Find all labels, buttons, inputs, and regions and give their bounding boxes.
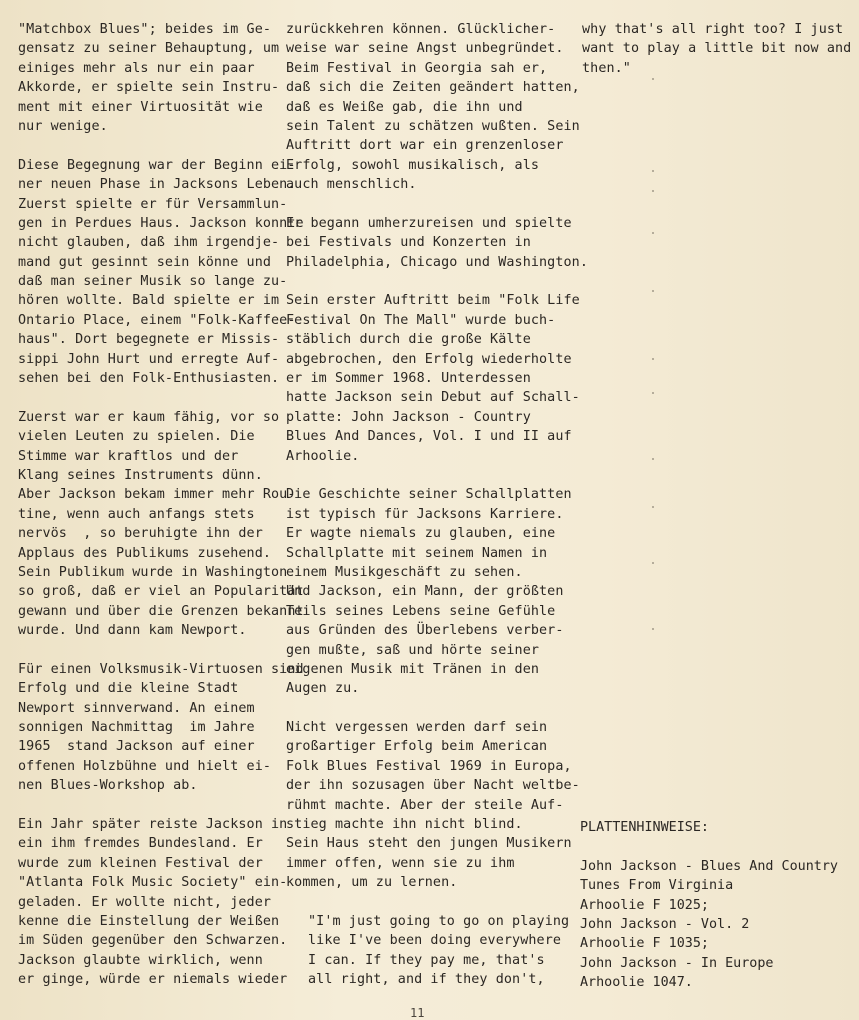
text-line: nervös , so beruhigte ihn der <box>18 526 263 542</box>
text-line: Beim Festival in Georgia sah er, <box>286 60 548 76</box>
text-line: auch menschlich. <box>286 177 417 193</box>
text-line: why that's all right too? I just <box>582 22 844 37</box>
text-line: zurückkehren können. Glücklicher- <box>286 22 556 37</box>
text-line: haus". Dort begegnete er Missis- <box>18 332 280 348</box>
text-column-1 <box>18 20 304 990</box>
text-line: gen in Perdues Haus. Jackson konnte <box>18 215 304 231</box>
text-line: ner neuen Phase in Jacksons Leben. <box>18 177 296 193</box>
text-line: er im Sommer 1968. Unterdessen <box>286 371 531 387</box>
scan-speck <box>652 170 654 172</box>
text-line: Zuerst spielte er für Versammlun- <box>18 196 288 212</box>
text-line: Auftritt dort war ein grenzenloser <box>286 138 564 154</box>
text-line: Philadelphia, Chicago und Washington. <box>286 254 588 270</box>
paragraph-gap <box>286 466 554 485</box>
text-line: abgebrochen, den Erfolg wiederholte <box>286 351 572 367</box>
text-line: "Atlanta Folk Music Society" ein- <box>18 875 288 891</box>
paragraph-gap <box>286 699 554 718</box>
discography-heading: PLATTENHINWEISE: <box>580 820 709 835</box>
scan-speck <box>652 290 654 292</box>
text-line: vielen Leuten zu spielen. Die <box>18 429 255 445</box>
scan-speck <box>652 506 654 508</box>
paragraph-gap <box>18 136 268 155</box>
text-line: sippi John Hurt und erregte Auf- <box>18 351 280 367</box>
text-line: Erfolg und die kleine Stadt <box>18 681 239 697</box>
discography-entry: Tunes From Virginia <box>580 878 734 894</box>
text-line: im Süden gegenüber den Schwarzen. <box>18 933 288 949</box>
text-line: sehen bei den Folk-Enthusiasten. <box>18 371 280 387</box>
discography-entry: Arhoolie 1047. <box>580 975 693 991</box>
scan-speck <box>652 628 654 630</box>
text-line: want to play a little bit now and <box>582 41 852 57</box>
text-line: "Matchbox Blues"; beides im Ge- <box>18 22 272 37</box>
paragraph-gap <box>286 195 554 214</box>
text-line: gen mußte, saß und hörte seiner <box>286 642 540 658</box>
text-line: daß man seiner Musik so lange zu- <box>18 274 288 290</box>
text-line: Jackson glaubte wirklich, wenn <box>18 952 263 968</box>
text-line: wurde zum kleinen Festival der <box>18 855 263 871</box>
text-line: nur wenige. <box>18 118 108 134</box>
text-line: Und Jackson, ein Mann, der größten <box>286 584 564 600</box>
text-line: kenne die Einstellung der Weißen <box>18 913 280 929</box>
scan-speck <box>652 458 654 460</box>
text-line: offenen Holzbühne und hielt ei- <box>18 758 272 774</box>
text-line: Klang seines Instruments dünn. <box>18 467 263 483</box>
text-line: Blues And Dances, Vol. I und II auf <box>286 429 572 445</box>
discography-entry: John Jackson - In Europe <box>580 955 774 971</box>
text-line: geladen. Er wollte nicht, jeder <box>18 894 272 910</box>
text-line: weise war seine Angst unbegründet. <box>286 41 564 57</box>
text-line: daß sich die Zeiten geändert hatten, <box>286 80 580 96</box>
text-line: Festival On The Mall" wurde buch- <box>286 312 556 328</box>
text-line: platte: John Jackson - Country <box>286 409 531 425</box>
paragraph-gap <box>286 272 554 291</box>
text-line: ein ihm fremdes Bundesland. Er <box>18 836 263 852</box>
text-line: Ontario Place, einem "Folk-Kaffee- <box>18 312 296 328</box>
text-line: ment mit einer Virtuosität wie <box>18 99 263 115</box>
text-line: kommen, um zu lernen. <box>286 875 458 891</box>
scan-speck <box>652 562 654 564</box>
text-line: einiges mehr als nur ein paar <box>18 60 255 76</box>
text-line: großartiger Erfolg beim American <box>286 739 548 755</box>
scan-speck <box>652 358 654 360</box>
text-line: der ihn sozusagen über Nacht weltbe- <box>286 778 580 794</box>
paragraph-gap <box>18 388 268 407</box>
text-line: hören wollte. Bald spielte er im <box>18 293 280 309</box>
quote-line: like I've been doing everywhere <box>308 933 562 949</box>
text-line: daß es Weiße gab, die ihn und <box>286 99 523 115</box>
text-line: mand gut gesinnt sein könne und <box>18 254 272 270</box>
text-line: aus Gründen des Überlebens verber- <box>286 623 564 639</box>
text-line: then." <box>582 60 631 76</box>
text-line: bei Festivals und Konzerten in <box>286 235 531 251</box>
text-line: Sein Publikum wurde in Washington <box>18 564 288 580</box>
scan-speck <box>652 78 654 80</box>
text-line: so groß, daß er viel an Popularität <box>18 584 304 600</box>
text-line: nicht glauben, daß ihm irgendje- <box>18 235 280 251</box>
text-line: Stimme war kraftlos und der <box>18 448 239 464</box>
page-number: 11 <box>410 1006 425 1020</box>
text-line: Teils seines Lebens seine Gefühle <box>286 603 556 619</box>
discography-entry: Arhoolie F 1035; <box>580 936 709 952</box>
text-line: 1965 stand Jackson auf einer <box>18 739 255 755</box>
text-line: hatte Jackson sein Debut auf Schall- <box>286 390 580 406</box>
text-line: Erfolg, sowohl musikalisch, als <box>286 157 540 173</box>
text-line: tine, wenn auch anfangs stets <box>18 506 255 522</box>
quote-line: I can. If they pay me, that's <box>308 952 545 968</box>
text-column-3 <box>582 20 852 78</box>
scan-speck <box>652 392 654 394</box>
text-line: Applaus des Publikums zusehend. <box>18 545 272 561</box>
text-line: Er wagte niemals zu glauben, eine <box>286 526 556 542</box>
paragraph-gap <box>18 796 268 815</box>
text-line: stieg machte ihn nicht blind. <box>286 817 523 833</box>
text-line: Für einen Volksmusik-Virtuosen sind <box>18 661 304 677</box>
text-line: Diese Begegnung war der Beginn ei- <box>18 157 296 173</box>
discography-entry: John Jackson - Vol. 2 <box>580 916 750 932</box>
text-line: gewann und über die Grenzen bekannt <box>18 603 304 619</box>
text-line: Aber Jackson bekam immer mehr Rou- <box>18 487 296 503</box>
quote-block <box>286 912 570 990</box>
text-column-2 <box>286 20 588 990</box>
discography-entry: Arhoolie F 1025; <box>580 897 709 913</box>
text-line: gensatz zu seiner Behauptung, um <box>18 41 280 57</box>
text-line: er ginge, würde er niemals wieder <box>18 972 288 988</box>
text-line: rühmt machte. Aber der steile Auf- <box>286 797 564 813</box>
text-line: Newport sinnverwand. An einem <box>18 700 255 716</box>
text-line: Akkorde, er spielte sein Instru- <box>18 80 280 96</box>
text-line: Die Geschichte seiner Schallplatten <box>286 487 572 503</box>
text-line: Sein Haus steht den jungen Musikern <box>286 836 572 852</box>
paragraph-gap <box>18 641 268 660</box>
text-line: Nicht vergessen werden darf sein <box>286 720 548 736</box>
text-line: einem Musikgeschäft zu sehen. <box>286 564 523 580</box>
scan-speck <box>652 190 654 192</box>
text-line: sein Talent zu schätzen wußten. Sein <box>286 118 580 134</box>
text-line: Schallplatte mit seinem Namen in <box>286 545 548 561</box>
text-line: stäblich durch die große Kälte <box>286 332 531 348</box>
text-line: eigenen Musik mit Tränen in den <box>286 661 540 677</box>
scan-speck <box>652 232 654 234</box>
quote-line: all right, and if they don't, <box>308 972 545 988</box>
text-line: nen Blues-Workshop ab. <box>18 778 198 794</box>
discography-section <box>580 818 840 993</box>
text-line: Ein Jahr später reiste Jackson in <box>18 817 288 833</box>
text-line: Arhoolie. <box>286 448 360 464</box>
paragraph-gap <box>286 893 554 912</box>
text-line: Er begann umherzureisen und spielte <box>286 215 572 231</box>
text-line: Folk Blues Festival 1969 in Europa, <box>286 758 572 774</box>
text-line: sonnigen Nachmittag im Jahre <box>18 720 255 736</box>
text-line: ist typisch für Jacksons Karriere. <box>286 506 564 522</box>
text-line: immer offen, wenn sie zu ihm <box>286 855 515 871</box>
quote-line: "I'm just going to go on playing <box>308 913 570 929</box>
text-line: Sein erster Auftritt beim "Folk Life <box>286 293 580 309</box>
text-line: Augen zu. <box>286 681 360 697</box>
discography-entry: John Jackson - Blues And Country <box>580 858 838 874</box>
text-line: Zuerst war er kaum fähig, vor so <box>18 409 280 425</box>
text-line: wurde. Und dann kam Newport. <box>18 623 247 639</box>
